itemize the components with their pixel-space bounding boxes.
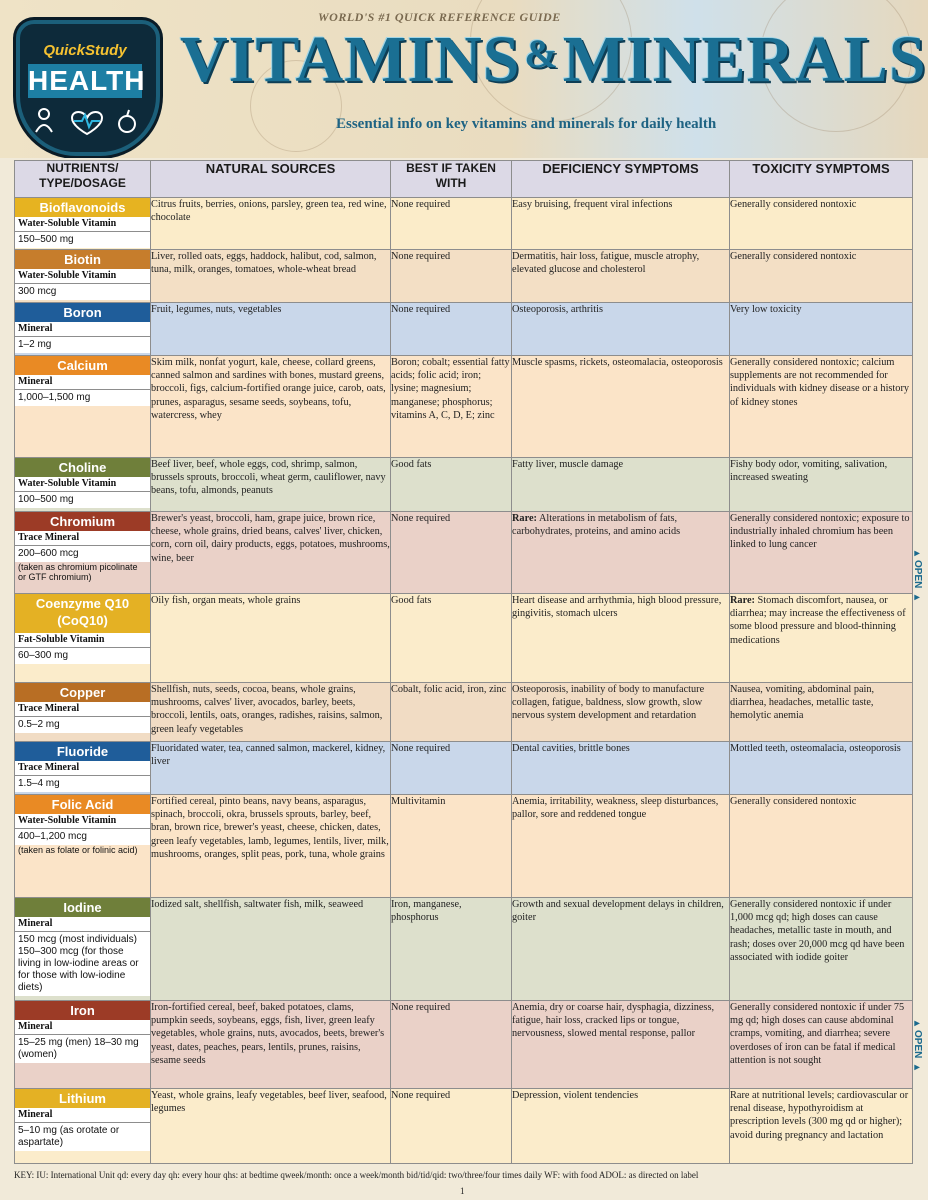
col-header-sources: NATURAL SOURCES — [151, 161, 391, 198]
nutrient-dosage: 15–25 mg (men) 18–30 mg (women) — [15, 1035, 150, 1063]
natural-sources-cell — [151, 898, 391, 1001]
deficiency-cell — [512, 898, 730, 1001]
deficiency-cell-text: Anemia, dry or coarse hair, dysphagia, dizziness, fatigue, hair loss, cracked lips or tongue, nervousness, slowed mental response, pallor — [512, 1002, 715, 1040]
nutrient-cell — [15, 742, 151, 795]
deficiency-cell-text: Depression, violent tendencies — [512, 1090, 639, 1101]
nutrient-dosage: 150 mcg (most individuals) 150–300 mcg (for those living in low-iodine areas or for those with low-iodine diets) — [15, 932, 150, 996]
toxicity-cell-text: Stomach discomfort, nausea, or diarrhea; may increase the effectiveness of some blood pressure and blood-thinning medications — [730, 595, 906, 646]
deficiency-cell-text: Anemia, irritability, weakness, sleep disturbances, pallor, sore and reddened tongue — [512, 796, 719, 821]
page-title — [180, 22, 927, 98]
table-row — [15, 742, 913, 795]
nutrient-type: Trace Mineral — [15, 702, 150, 717]
toxicity-cell — [730, 898, 913, 1001]
page-subtitle: Essential info on key vitamins and minerals for daily health — [336, 116, 717, 132]
nutrient-cell — [15, 683, 151, 742]
deficiency-cell — [512, 1089, 730, 1164]
deficiency-cell — [512, 198, 730, 250]
nutrient-type: Mineral — [15, 917, 150, 932]
nutrient-name: Iron — [15, 1001, 150, 1020]
table-row — [15, 512, 913, 594]
deficiency-cell — [512, 356, 730, 458]
deficiency-cell — [512, 683, 730, 742]
nutrient-name: Biotin — [15, 250, 150, 269]
table-row — [15, 458, 913, 512]
nutrient-dosage: 100–500 mg — [15, 492, 150, 508]
toxicity-cell-text: Mottled teeth, osteomalacia, osteoporosis — [730, 743, 901, 754]
table-row — [15, 683, 913, 742]
natural-sources-cell-text: Iodized salt, shellfish, saltwater fish, milk, seaweed — [151, 899, 364, 910]
nutrient-name: Iodine — [15, 898, 150, 917]
toxicity-cell — [730, 512, 913, 594]
toxicity-cell-text: Fishy body odor, vomiting, salivation, increased sweating — [730, 459, 888, 484]
natural-sources-cell-text: Beef liver, beef, whole eggs, cod, shrimp, salmon, brussels sprouts, broccoli, wheat germ, cauliflower, navy beans, tofu, almonds, peanuts — [151, 459, 386, 497]
nutrient-name: Copper — [15, 683, 150, 702]
rare-label: Rare: — [730, 595, 755, 606]
table-row — [15, 303, 913, 356]
table-row — [15, 1089, 913, 1164]
best-taken-with-cell — [391, 250, 512, 303]
apple-icon — [119, 110, 135, 132]
natural-sources-cell-text: Fluoridated water, tea, canned salmon, mackerel, kidney, liver — [151, 743, 386, 768]
best-taken-with-cell — [391, 356, 512, 458]
deficiency-cell-text: Osteoporosis, inability of body to manufacture collagen, fatigue, baldness, slow growth, slow nervous system development and retardation — [512, 684, 705, 722]
best-taken-with-cell — [391, 683, 512, 742]
header-banner — [0, 0, 928, 158]
natural-sources-cell — [151, 303, 391, 356]
best-taken-with-cell — [391, 795, 512, 898]
toxicity-cell — [730, 356, 913, 458]
natural-sources-cell — [151, 356, 391, 458]
table-row — [15, 356, 913, 458]
nutrient-type: Water-Soluble Vitamin — [15, 814, 150, 829]
nutrient-cell — [15, 795, 151, 898]
natural-sources-cell-text: Fortified cereal, pinto beans, navy beans, asparagus, spinach, broccoli, okra, brussels sprouts, barley, beef, bran, brown rice, brewer's yeast, cheese, chicken, dates, green leafy vegetables, lamb, legumes, lentils, liver, milk, mushrooms, oranges, split peas, pork, tuna, whole grains — [151, 796, 389, 860]
best-taken-with-cell-text: Multivitamin — [391, 796, 446, 807]
deficiency-cell — [512, 303, 730, 356]
natural-sources-cell — [151, 512, 391, 594]
col-header-toxicity: TOXICITY SYMPTOMS — [730, 161, 913, 198]
nutrient-dosage-note: (taken as chromium picolinate or GTF chromium) — [18, 562, 138, 582]
deficiency-cell — [512, 594, 730, 683]
table-row — [15, 898, 913, 1001]
natural-sources-cell — [151, 594, 391, 683]
nutrient-dosage: 0.5–2 mg — [15, 717, 150, 733]
nutrient-dosage: 60–300 mg — [15, 648, 150, 664]
nutrient-cell — [15, 512, 151, 594]
best-taken-with-cell-text: None required — [391, 1002, 451, 1013]
nutrient-name: Choline — [15, 458, 150, 477]
nutrient-cell — [15, 898, 151, 1001]
best-taken-with-cell-text: None required — [391, 199, 451, 210]
nutrient-name: Fluoride — [15, 742, 150, 761]
natural-sources-cell — [151, 1001, 391, 1089]
nutrient-cell — [15, 198, 151, 250]
toxicity-cell-text: Generally considered nontoxic if under 75 mg qd; high doses can cause abdominal cramps, vomiting, and diarrhea; severe overdoses of iron can be fatal if medical attention is not sought — [730, 1002, 905, 1066]
nutrient-cell — [15, 1001, 151, 1089]
nutrient-dosage: 400–1,200 mcg — [15, 829, 150, 845]
nutrient-cell — [15, 594, 151, 683]
toxicity-cell — [730, 1001, 913, 1089]
col-header-nutrients: NUTRIENTS/ TYPE/DOSAGE — [15, 161, 151, 198]
nutrient-dosage-note: (taken as folate or folinic acid) — [18, 845, 138, 855]
table-row — [15, 198, 913, 250]
nutrient-cell — [15, 458, 151, 512]
toxicity-cell — [730, 303, 913, 356]
best-taken-with-cell — [391, 303, 512, 356]
toxicity-cell — [730, 198, 913, 250]
best-taken-with-cell-text: Iron, manganese, phosphorus — [391, 899, 462, 924]
table-row — [15, 1001, 913, 1089]
deficiency-cell-text: Easy bruising, frequent viral infections — [512, 199, 673, 210]
best-taken-with-cell — [391, 458, 512, 512]
nutrient-name: Folic Acid — [15, 795, 150, 814]
page-number: 1 — [460, 1186, 465, 1196]
natural-sources-cell — [151, 198, 391, 250]
natural-sources-cell-text: Iron-fortified cereal, beef, baked potatoes, clams, pumpkin seeds, soybeans, eggs, fish, liver, green leafy vegetables, whole grains, nuts, avocados, beets, brewer's yeast, dates, peaches, pears, lentils, prunes, raisins, sesame seeds — [151, 1002, 385, 1066]
title-ampersand: & — [524, 31, 559, 76]
nutrient-dosage: 300 mcg — [15, 284, 150, 300]
best-taken-with-cell — [391, 742, 512, 795]
deficiency-cell-text: Osteoporosis, arthritis — [512, 304, 603, 315]
best-taken-with-cell-text: None required — [391, 1090, 451, 1101]
quickstudy-health-badge — [10, 12, 160, 154]
col-header-best-with: BEST IF TAKEN WITH — [391, 161, 512, 198]
open-tab-marker: ▸ OPEN ▸ — [912, 548, 923, 604]
nutrient-name: Coenzyme Q10 (CoQ10) — [15, 594, 150, 633]
best-taken-with-cell — [391, 1089, 512, 1164]
nutrient-type: Water-Soluble Vitamin — [15, 269, 150, 284]
natural-sources-cell — [151, 1089, 391, 1164]
nutrient-cell — [15, 1089, 151, 1164]
best-taken-with-cell — [391, 594, 512, 683]
nutrient-cell — [15, 356, 151, 458]
nutrient-dosage: 1.5–4 mg — [15, 776, 150, 792]
best-taken-with-cell-text: Good fats — [391, 459, 432, 470]
toxicity-cell-text: Generally considered nontoxic if under 1,000 mcg qd; high doses can cause headaches, metallic taste in mouth, and rash; doses over 20,000 mcg qd have been associated with iodide goiter — [730, 899, 905, 963]
title-minerals: MINERALS — [562, 23, 927, 96]
nutrient-dosage: 1–2 mg — [15, 337, 150, 353]
deficiency-cell-text: Alterations in metabolism of fats, carbohydrates, proteins, and amino acids — [512, 513, 681, 538]
health-icons — [32, 106, 142, 136]
natural-sources-cell-text: Skim milk, nonfat yogurt, kale, cheese, collard greens, canned salmon and sardines with bones, mustard greens, broccoli, figs, calcium-fortified orange juice, carob, oats, prunes, asparagus, sesame seeds, soybeans, tofu, watercress, whey — [151, 357, 386, 421]
natural-sources-cell — [151, 795, 391, 898]
nutrient-type: Mineral — [15, 375, 150, 390]
deficiency-cell-text: Dental cavities, brittle bones — [512, 743, 630, 754]
nutrient-name: Chromium — [15, 512, 150, 531]
guide-tagline: WORLD'S #1 QUICK REFERENCE GUIDE — [318, 10, 561, 24]
deficiency-cell-text: Muscle spasms, rickets, osteomalacia, osteoporosis — [512, 357, 723, 368]
nutrient-dosage: 1,000–1,500 mg — [15, 390, 150, 406]
natural-sources-cell — [151, 683, 391, 742]
best-taken-with-cell-text: Good fats — [391, 595, 432, 606]
best-taken-with-cell-text: None required — [391, 251, 451, 262]
toxicity-cell-text: Generally considered nontoxic; calcium supplements are not recommended for individuals with kidney disease or a history of kidney stones — [730, 357, 910, 408]
table-row — [15, 795, 913, 898]
nutrient-name: Calcium — [15, 356, 150, 375]
natural-sources-cell — [151, 250, 391, 303]
best-taken-with-cell — [391, 198, 512, 250]
toxicity-cell — [730, 683, 913, 742]
person-icon — [36, 109, 52, 132]
nutrient-type: Mineral — [15, 1108, 150, 1123]
deficiency-cell-text: Fatty liver, muscle damage — [512, 459, 624, 470]
best-taken-with-cell — [391, 1001, 512, 1089]
natural-sources-cell-text: Yeast, whole grains, leafy vegetables, beef liver, seafood, legumes — [151, 1090, 387, 1115]
best-taken-with-cell — [391, 512, 512, 594]
natural-sources-cell-text: Oily fish, organ meats, whole grains — [151, 595, 301, 606]
nutrient-type: Fat-Soluble Vitamin — [15, 633, 150, 648]
toxicity-cell-text: Generally considered nontoxic — [730, 796, 857, 807]
best-taken-with-cell-text: None required — [391, 743, 451, 754]
best-taken-with-cell-text: None required — [391, 513, 451, 524]
natural-sources-cell-text: Shellfish, nuts, seeds, cocoa, beans, whole grains, mushrooms, calves' liver, avocados, barley, beets, broccoli, lentils, oats, oranges, radishes, raisins, salmon, green leafy vegetables — [151, 684, 383, 735]
deficiency-cell — [512, 512, 730, 594]
heartbeat-icon — [72, 112, 102, 134]
toxicity-cell — [730, 742, 913, 795]
best-taken-with-cell-text: Cobalt, folic acid, iron, zinc — [391, 684, 507, 695]
nutrient-cell — [15, 303, 151, 356]
nutrient-type: Water-Soluble Vitamin — [15, 217, 150, 232]
natural-sources-cell — [151, 742, 391, 795]
nutrient-cell — [15, 250, 151, 303]
nutrient-name: Bioflavonoids — [15, 198, 150, 217]
natural-sources-cell-text: Citrus fruits, berries, onions, parsley, green tea, red wine, chocolate — [151, 199, 387, 224]
col-header-deficiency: DEFICIENCY SYMPTOMS — [512, 161, 730, 198]
rare-label: Rare: — [512, 513, 537, 524]
deficiency-cell — [512, 1001, 730, 1089]
deficiency-cell — [512, 250, 730, 303]
deficiency-cell-text: Growth and sexual development delays in children, goiter — [512, 899, 724, 924]
nutrient-name: Boron — [15, 303, 150, 322]
natural-sources-cell — [151, 458, 391, 512]
deficiency-cell-text: Heart disease and arrhythmia, high blood pressure, gingivitis, stomach ulcers — [512, 595, 722, 620]
table-header-row — [15, 161, 913, 198]
table-row — [15, 250, 913, 303]
toxicity-cell — [730, 1089, 913, 1164]
nutrient-table — [14, 160, 913, 1164]
toxicity-cell-text: Rare at nutritional levels; cardiovascular or renal disease, hypothyroidism at prescription levels (300 mg qd or higher); avoid during pregnancy and lactation — [730, 1090, 909, 1141]
toxicity-cell — [730, 594, 913, 683]
toxicity-cell — [730, 250, 913, 303]
nutrient-dosage: 5–10 mg (as orotate or aspartate) — [15, 1123, 150, 1151]
nutrient-type: Trace Mineral — [15, 761, 150, 776]
toxicity-cell-text: Generally considered nontoxic — [730, 199, 857, 210]
deficiency-cell — [512, 742, 730, 795]
nutrient-dosage: 150–500 mg — [15, 232, 150, 248]
toxicity-cell-text: Nausea, vomiting, abdominal pain, diarrhea, headaches, metallic taste, hemolytic anemia — [730, 684, 875, 722]
toxicity-cell — [730, 458, 913, 512]
badge-brand: QuickStudy — [43, 42, 127, 59]
toxicity-cell-text: Generally considered nontoxic; exposure to industrially inhaled chromium has been linked to lung cancer — [730, 513, 910, 551]
best-taken-with-cell-text: Boron; cobalt; essential fatty acids; folic acid; iron; lysine; magnesium; manganese; phosphorus; vitamins A, C, D, E; zinc — [391, 357, 510, 421]
nutrient-name: Lithium — [15, 1089, 150, 1108]
nutrient-type: Trace Mineral — [15, 531, 150, 546]
toxicity-cell — [730, 795, 913, 898]
natural-sources-cell-text: Liver, rolled oats, eggs, haddock, halibut, cod, salmon, tuna, milk, oranges, tomatoes, whole-wheat bread — [151, 251, 377, 276]
title-vitamins: VITAMINS — [180, 23, 521, 96]
deficiency-cell — [512, 458, 730, 512]
deficiency-cell-text: Dermatitis, hair loss, fatigue, muscle atrophy, elevated glucose and cholesterol — [512, 251, 700, 276]
toxicity-cell-text: Generally considered nontoxic — [730, 251, 857, 262]
table-row — [15, 594, 913, 683]
best-taken-with-cell-text: None required — [391, 304, 451, 315]
best-taken-with-cell — [391, 898, 512, 1001]
nutrient-type: Mineral — [15, 322, 150, 337]
nutrient-type: Water-Soluble Vitamin — [15, 477, 150, 492]
natural-sources-cell-text: Brewer's yeast, broccoli, ham, grape juice, brown rice, cheese, whole grains, dried beans, calves' liver, chicken, corn, corn oil, dairy products, eggs, potatoes, mushrooms, wine, beer — [151, 513, 390, 564]
natural-sources-cell-text: Fruit, legumes, nuts, vegetables — [151, 304, 282, 315]
key-legend: KEY: IU: International Unit qd: every day qh: every hour qhs: at bedtime qweek/month: once a week/month bid/tid/qid: two/three/four times daily WF: with food ADOL: as directed on label — [14, 1170, 699, 1180]
badge-label: HEALTH — [28, 65, 146, 96]
toxicity-cell-text: Very low toxicity — [730, 304, 802, 315]
open-tab-marker: ▸ OPEN ▸ — [912, 1018, 923, 1074]
deficiency-cell — [512, 795, 730, 898]
nutrient-dosage: 200–600 mcg — [15, 546, 150, 562]
nutrient-type: Mineral — [15, 1020, 150, 1035]
